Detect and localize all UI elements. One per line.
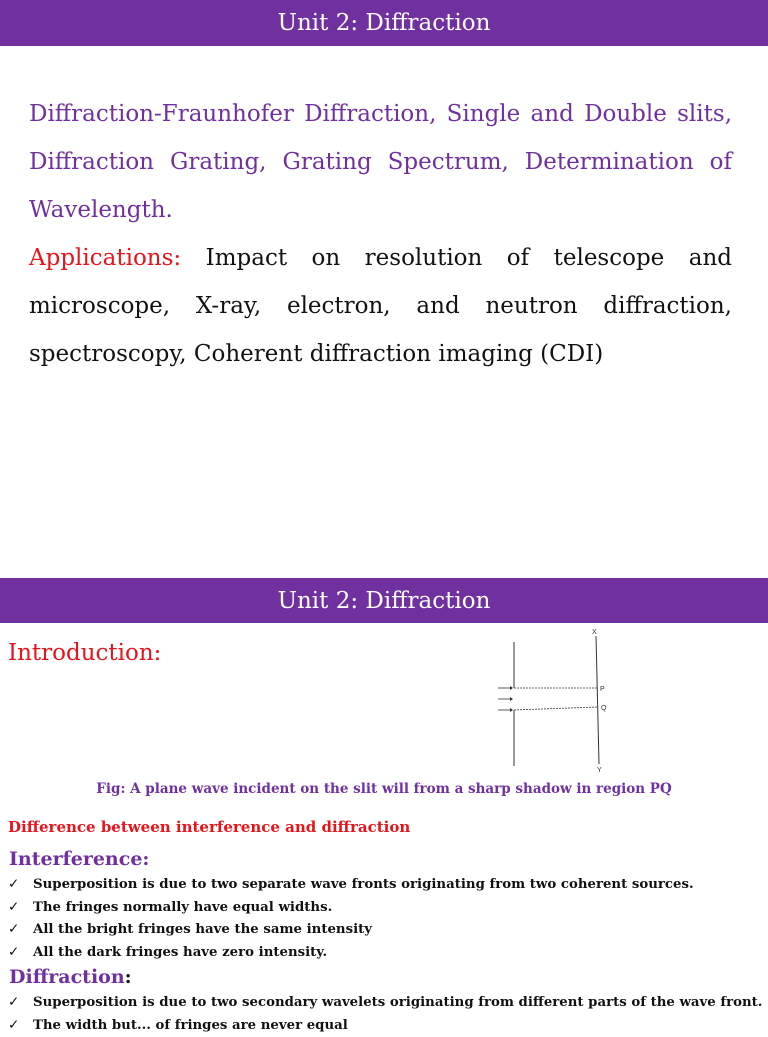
slide1-header <box>0 0 768 46</box>
diffraction-heading-colon: : <box>125 966 132 988</box>
check-icon: ✓ <box>8 992 33 1015</box>
check-icon: ✓ <box>8 942 33 965</box>
list-item <box>8 992 762 1015</box>
slide1-title: Unit 2: Diffraction <box>278 10 491 36</box>
applications-label: Applications: <box>29 245 181 271</box>
list-item-text: Superposition is due to two separate wave fronts originating from two coherent sources. <box>33 877 694 892</box>
label-x: X <box>592 629 597 636</box>
diffraction-list <box>8 992 762 1037</box>
diffraction-heading <box>9 966 132 988</box>
introduction-heading: Introduction: <box>8 640 161 666</box>
slit-diagram-figure <box>486 624 618 774</box>
list-item <box>8 919 694 942</box>
interference-list <box>8 874 694 964</box>
list-item <box>8 874 694 897</box>
check-icon: ✓ <box>8 1015 33 1037</box>
slide2-header <box>0 578 768 623</box>
list-item-text: The fringes normally have equal widths. <box>33 900 332 915</box>
list-item-text: All the dark fringes have zero intensity. <box>33 945 327 960</box>
check-icon: ✓ <box>8 919 33 942</box>
label-p: P <box>600 686 605 693</box>
screen-line <box>596 636 599 764</box>
applications-text: Impact on resolution of telescope and microscope, X-ray, electron, and neutron diffraction, spectroscopy, Coherent diffraction imaging (CDI) <box>29 245 732 367</box>
list-item-text: Superposition is due to two secondary wavelets originating from different parts of the wave front. <box>33 995 762 1010</box>
list-item <box>8 942 694 965</box>
slide2-title: Unit 2: Diffraction <box>278 588 491 614</box>
check-icon: ✓ <box>8 874 33 897</box>
diffraction-heading-text: Diffraction <box>9 966 125 988</box>
check-icon: ✓ <box>8 897 33 920</box>
ray-q <box>514 707 598 710</box>
difference-heading: Difference between interference and diffraction <box>8 818 410 836</box>
list-item <box>8 897 694 920</box>
list-item-text: The width but... of fringes are never equal <box>33 1018 348 1033</box>
interference-heading: Interference: <box>9 848 149 870</box>
applications-paragraph <box>29 234 732 378</box>
syllabus-paragraph: Diffraction-Fraunhofer Diffraction, Single and Double slits, Diffraction Grating, Grating Spectrum, Determination of Wavelength. <box>29 90 732 234</box>
label-q: Q <box>601 705 607 712</box>
label-y: Y <box>597 767 602 774</box>
arrow-right-icon <box>498 686 513 712</box>
figure-caption: Fig: A plane wave incident on the slit will from a sharp shadow in region PQ <box>0 781 768 797</box>
list-item <box>8 1015 762 1037</box>
list-item-text: All the bright fringes have the same intensity <box>33 922 372 937</box>
